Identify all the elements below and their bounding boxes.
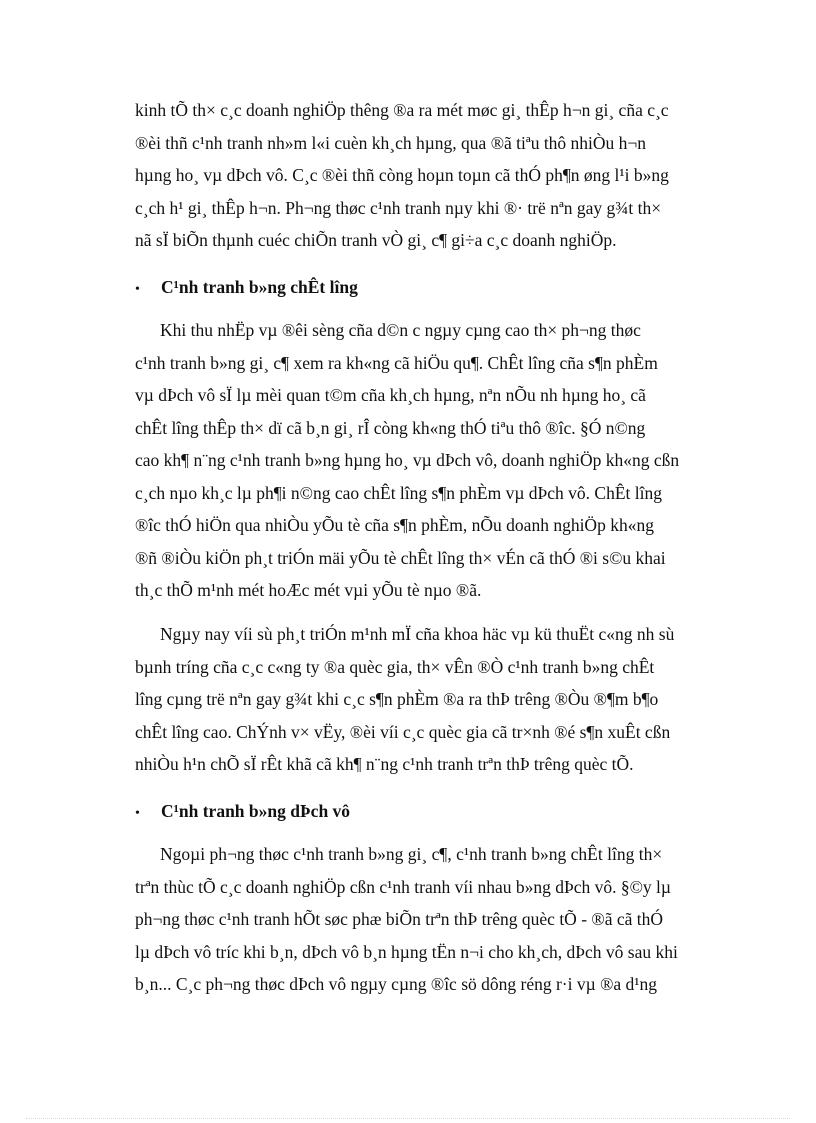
paragraph-quality-competition bbox=[135, 314, 739, 607]
text-line: ph¬ng thøc c¹nh tranh hÕt søc phæ biÕn trªn thÞ trêng quèc tÕ - ®ã cã thÓ bbox=[135, 909, 663, 929]
text-line: b¸n... C¸c ph¬ng thøc dÞch vô ngµy cµng ®îc sö dông réng r·i vµ ®a d¹ng bbox=[135, 974, 658, 994]
text-line: vµ dÞch vô sÏ lµ mèi quan t©m cña kh¸ch hµng, nªn nÕu nh hµng ho¸ cã bbox=[135, 385, 646, 405]
heading-text: C¹nh tranh b»ng dÞch vô bbox=[161, 801, 351, 821]
section-heading-quality bbox=[135, 272, 739, 305]
text-line: c¸ch h¹ gi¸ thÊp h¬n. Ph¬ng thøc c¹nh tranh nµy khi ®· trë nªn gay g¾t th× bbox=[135, 197, 662, 218]
paragraph-price-competition bbox=[135, 94, 739, 257]
bullet-icon: • bbox=[135, 282, 140, 297]
page-bottom-divider bbox=[26, 1118, 790, 1119]
text-line: kinh tÕ th× c¸c doanh nghiÖp thêng ®a ra mét møc gi¸ thÊp h¬n gi¸ cña c¸c bbox=[135, 100, 669, 120]
text-line: ®ñ ®iÒu kiÖn ph¸t triÓn mäi yÕu tè chÊt lîng th× vÉn cã thÓ ®i s©u khai bbox=[135, 547, 666, 568]
text-line: cao kh¶ n¨ng c¹nh tranh b»ng hµng ho¸ vµ dÞch vô, doanh nghiÖp kh«ng cßn bbox=[135, 450, 680, 470]
text-line: Ngoµi ph¬ng thøc c¹nh tranh b»ng gi¸ c¶, c¹nh tranh b»ng chÊt lîng th× bbox=[160, 844, 663, 864]
text-line: trªn thùc tÕ c¸c doanh nghiÖp cßn c¹nh tranh víi nhau b»ng dÞch vô. §©y lµ bbox=[135, 876, 671, 897]
text-line: Khi thu nhËp vµ ®êi sèng cña d©n c ngµy cµng cao th× ph¬ng thøc bbox=[160, 320, 641, 340]
paragraph-service-competition bbox=[135, 838, 739, 1001]
text-line: th¸c thÕ m¹nh mét hoÆc mét vµi yÕu tè nµo ®ã. bbox=[135, 580, 482, 600]
text-line: nã sÏ biÕn thµnh cuéc chiÕn tranh vÒ gi¸ c¶ gi÷a c¸c doanh nghiÖp. bbox=[135, 230, 617, 250]
text-line: bµnh tríng cña c¸c c«ng ty ®a quèc gia, th× vÊn ®Ò c¹nh tranh b»ng chÊt bbox=[135, 656, 655, 677]
text-line: ®îc thÓ hiÖn qua nhiÒu yÕu tè cña s¶n phÈm, nÕu doanh nghiÖp kh«ng bbox=[135, 515, 654, 535]
text-line: hµng ho¸ vµ dÞch vô. C¸c ®èi thñ còng hoµn toµn cã thÓ ph¶n øng l¹i b»ng bbox=[135, 165, 669, 185]
text-line: lµ dÞch vô tríc khi b¸n, dÞch vô b¸n hµng tËn n¬i cho kh¸ch, dÞch vô sau khi bbox=[135, 941, 678, 962]
paragraph-technology-quality bbox=[135, 618, 739, 781]
text-line: ®èi thñ c¹nh tranh nh»m l«i cuèn kh¸ch hµng, qua ®ã tiªu thô nhiÒu h¬n bbox=[135, 132, 647, 153]
heading-text: C¹nh tranh b»ng chÊt lîng bbox=[161, 277, 358, 297]
text-line: lîng cµng trë nªn gay g¾t khi c¸c s¶n phÈm ®a ra thÞ trêng ®Òu ®¶m b¶o bbox=[135, 689, 659, 709]
text-line: nhiÒu h¹n chÕ sÏ rÊt khã cã kh¶ n¨ng c¹nh tranh trªn thÞ trêng quèc tÕ. bbox=[135, 754, 634, 774]
text-line: c¸ch nµo kh¸c lµ ph¶i n©ng cao chÊt lîng s¶n phÈm vµ dÞch vô. ChÊt lîng bbox=[135, 482, 662, 503]
text-line: Ngµy nay víi sù ph¸t triÓn m¹nh mÏ cña khoa häc vµ kü thuËt c«ng nh sù bbox=[160, 624, 675, 644]
text-line: chÊt lîng thÊp th× dï cã b¸n gi¸ rÎ còng kh«ng thÓ tiªu thô ®îc. §Ó n©ng bbox=[135, 417, 646, 438]
text-line: chÊt lîng cao. ChÝnh v× vËy, ®èi víi c¸c quèc gia cã tr×nh ®é s¶n xuÊt cßn bbox=[135, 721, 671, 742]
bullet-icon: • bbox=[135, 806, 140, 821]
section-heading-service bbox=[135, 796, 739, 829]
text-line: c¹nh tranh b»ng gi¸ c¶ xem ra kh«ng cã hiÖu qu¶. ChÊt lîng cña s¶n phÈm bbox=[135, 352, 658, 373]
